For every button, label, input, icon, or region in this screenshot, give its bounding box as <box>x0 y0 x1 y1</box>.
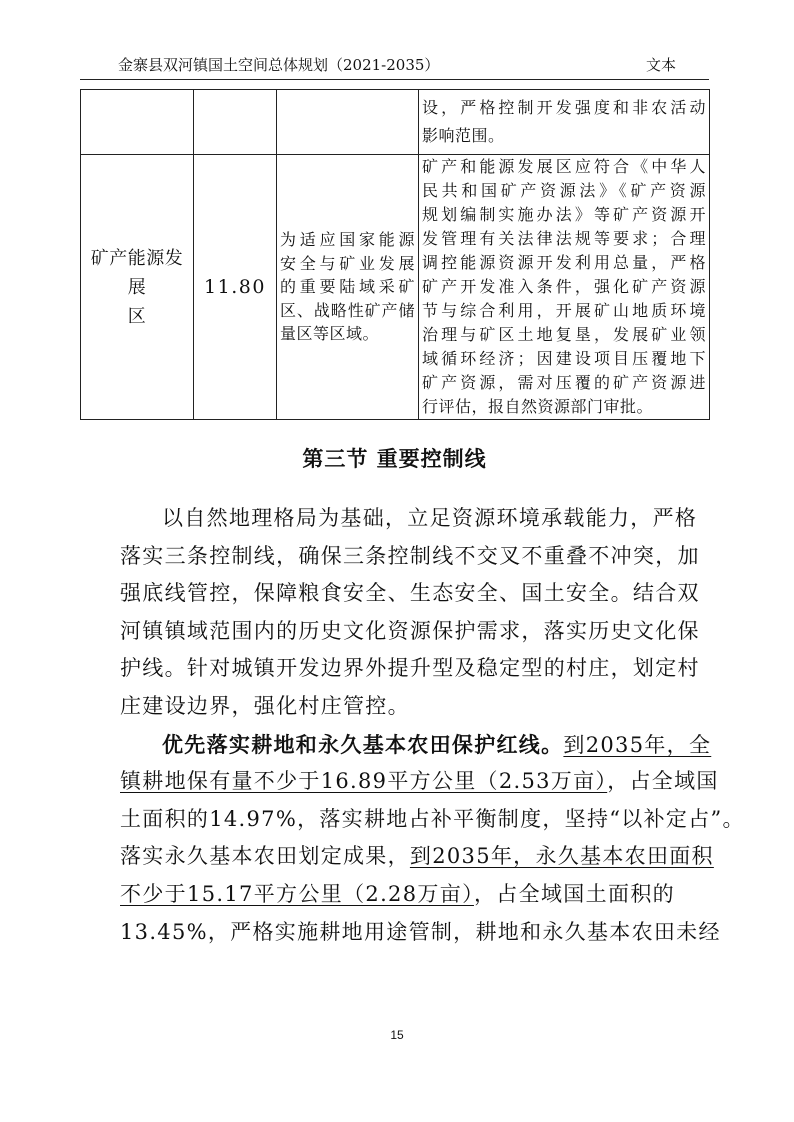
control-line: 设，严格控制开发强度和非农活动 <box>422 98 706 117</box>
section-heading: 第三节 重要控制线 <box>302 446 487 471</box>
control-line: 矿产和能源发展区应符合《中华人 <box>422 157 706 176</box>
zoning-table <box>80 89 710 420</box>
zone-area-cell <box>194 90 277 155</box>
definition-line: 区、战略性矿产储 <box>280 300 415 320</box>
control-line: 治理与矿区土地复垦，发展矿业领 <box>422 325 706 344</box>
control-line: 民共和国矿产资源法》《矿产资源 <box>422 181 706 200</box>
document-type-label: 文本 <box>645 56 676 74</box>
key-statement: 优先落实耕地和永久基本农田保护红线。 <box>162 731 564 757</box>
control-line: 行评估，报自然资源部门审批。 <box>422 397 654 416</box>
zone-control-cell <box>419 155 710 420</box>
zone-definition-cell <box>277 155 419 420</box>
table-row-continued <box>81 90 710 155</box>
paragraph-line <box>120 876 675 914</box>
paragraph-line: 以自然地理格局为基础，立足资源环境承载能力，严格 <box>162 506 698 530</box>
zone-control-cell <box>419 90 710 155</box>
farmland-target-text: 到2035年，全 <box>563 732 712 757</box>
zone-name-line: 矿产能源发展 <box>90 247 184 298</box>
paragraph-text: 落实永久基本农田划定成果， <box>120 844 410 869</box>
body-text <box>120 500 745 951</box>
paragraph-line: 护线。针对城镇开发边界外提升型及稳定型的村庄，划定村 <box>120 656 700 681</box>
zone-area-cell: 11.80 <box>194 155 277 420</box>
zone-name-line: 区 <box>127 305 147 327</box>
paragraph-line: 庄建设边界，强化村庄管控。 <box>120 693 410 718</box>
control-line: 矿产资源，需对压覆的矿产资源进 <box>422 373 706 392</box>
page-header <box>118 52 676 78</box>
control-line: 矿产开发准入条件，强化矿产资源 <box>422 277 706 296</box>
control-line: 调控能源资源开发利用总量，严格 <box>422 253 706 272</box>
control-line: 域循环经济；因建设项目压覆地下 <box>422 349 706 368</box>
control-line: 规划编制实施办法》等矿产资源开 <box>422 205 706 224</box>
definition-line: 为适应国家能源 <box>280 230 415 250</box>
paragraph-text: ，占全域国土面积的 <box>473 881 675 906</box>
paragraph-line <box>120 763 719 801</box>
paragraph-line: 强底线管控，保障粮食安全、生态安全、国土安全。结合双 <box>120 581 700 606</box>
paragraph-line: 河镇镇域范围内的历史文化资源保护需求，落实历史文化保 <box>120 618 700 643</box>
definition-line: 安全与矿业发展 <box>280 253 415 273</box>
paragraph-line: 13.45%，严格实施耕地用途管制，耕地和永久基本农田未经 <box>120 919 721 944</box>
paragraph-line: 土面积的14.97%，落实耕地占补平衡制度，坚持“以补定占”。 <box>120 806 745 831</box>
header-divider <box>80 79 709 80</box>
paragraph-line: 落实三条控制线，确保三条控制线不交叉不重叠不冲突，加 <box>120 543 700 568</box>
paragraph-text: ，占全域国 <box>607 769 719 794</box>
paragraph-line <box>120 726 712 764</box>
control-line: 影响范围。 <box>422 126 505 145</box>
definition-line: 量区等区域。 <box>280 324 380 344</box>
control-line: 节与综合利用，开展矿山地质环境 <box>422 301 706 320</box>
control-line: 发管理有关法律法规等要求；合理 <box>422 229 706 248</box>
zone-name-cell <box>81 155 194 420</box>
basic-farmland-target-text: 不少于15.17平方公里（2.28万亩） <box>120 881 474 906</box>
document-title: 金寨县双河镇国土空间总体规划（2021-2035） <box>118 56 440 74</box>
farmland-target-text: 镇耕地保有量不少于16.89平方公里（2.53万亩） <box>120 769 608 794</box>
definition-line: 的重要陆域采矿 <box>280 277 415 297</box>
paragraph-line <box>120 838 714 876</box>
zone-name-cell <box>81 90 194 155</box>
page-number: 15 <box>390 1028 404 1042</box>
basic-farmland-target-text: 到2035年，永久基本农田面积 <box>409 844 714 869</box>
zone-definition-cell <box>277 90 419 155</box>
table-row-mineral <box>81 155 710 420</box>
